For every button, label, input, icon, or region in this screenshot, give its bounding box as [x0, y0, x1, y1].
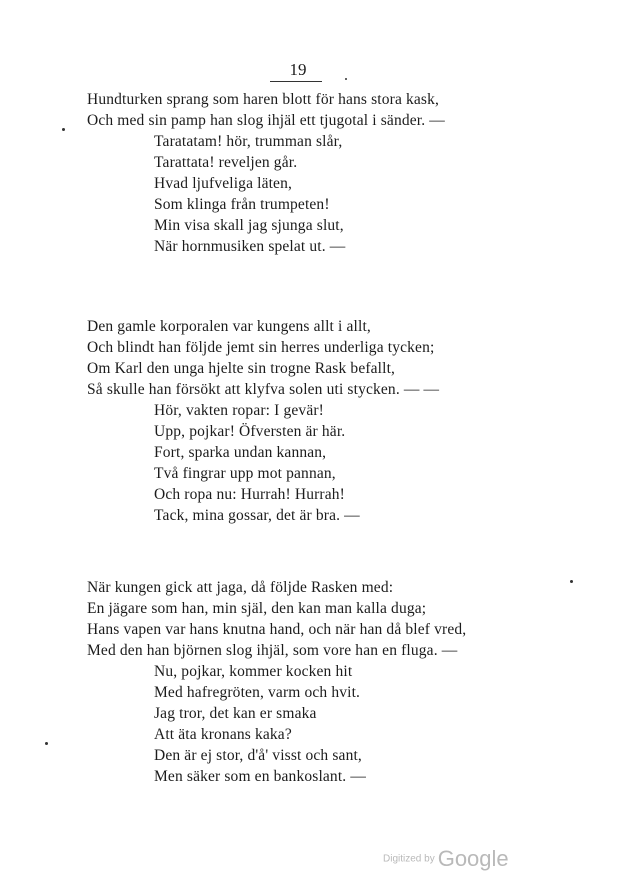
stanza-1 — [87, 89, 527, 257]
scan-speck — [62, 128, 65, 131]
verse-line: En jägare som han, min själ, den kan man kalla duga; — [87, 600, 427, 617]
verse-line: Så skulle han försökt att klyfva solen uti stycken. — — — [87, 381, 440, 398]
refrain-line: Att äta kronans kaka? — [154, 726, 292, 743]
scan-speck — [570, 580, 573, 583]
refrain-line: När hornmusiken spelat ut. — — [154, 238, 346, 255]
verse-line: Med den han björnen slog ihjäl, som vore han en fluga. — — [87, 642, 458, 659]
refrain-line: Fort, sparka undan kannan, — [154, 444, 327, 461]
verse-line: Och med sin pamp han slog ihjäl ett tjugotal i sänder. — — [87, 112, 445, 129]
refrain-line: Två fingrar upp mot pannan, — [154, 465, 336, 482]
refrain-line: Jag tror, det kan er smaka — [154, 705, 317, 722]
refrain-line: Hvad ljufveliga läten, — [154, 175, 293, 192]
refrain-line: Och ropa nu: Hurrah! Hurrah! — [154, 486, 345, 503]
refrain-line: Den är ej stor, d'å' visst och sant, — [154, 747, 362, 764]
refrain-line: Nu, pojkar, kommer kocken hit — [154, 663, 353, 680]
refrain-line: Som klinga från trumpeten! — [154, 196, 330, 213]
scan-speck — [45, 742, 48, 745]
refrain-line: Min visa skall jag sjunga slut, — [154, 217, 344, 234]
verse-line: Hans vapen var hans knutna hand, och när han då blef vred, — [87, 621, 467, 638]
verse-line: Om Karl den unga hjelte sin trogne Rask befallt, — [87, 360, 396, 377]
refrain-line: Med hafregröten, varm och hvit. — [154, 684, 361, 701]
refrain-line: Taratatam! hör, trumman slår, — [154, 133, 343, 150]
watermark-prefix: Digitized by — [383, 853, 435, 865]
refrain-line: Tarattata! reveljen går. — [154, 154, 298, 171]
digitized-by-google-watermark — [383, 846, 509, 872]
verse-line: Och blindt han följde jemt sin herres underliga tycken; — [87, 339, 435, 356]
refrain-line: Hör, vakten ropar: I gevär! — [154, 402, 324, 419]
stanza-2 — [87, 316, 527, 526]
verse-line: När kungen gick att jaga, då följde Rasken med: — [87, 579, 394, 596]
stanza-3 — [87, 577, 527, 787]
refrain-line: Men säker som en bankoslant. — — [154, 768, 366, 785]
google-logo: Google — [437, 846, 509, 871]
refrain-line: Upp, pojkar! Öfversten är här. — [154, 423, 346, 440]
verse-line: Den gamle korporalen var kungens allt i allt, — [87, 318, 371, 335]
refrain-line: Tack, mina gossar, det är bra. — — [154, 507, 360, 524]
verse-line: Hundturken sprang som haren blott för hans stora kask, — [87, 91, 440, 108]
scan-speck — [345, 78, 347, 80]
page-number-rule — [270, 81, 322, 82]
page-number: 19 — [289, 60, 307, 79]
